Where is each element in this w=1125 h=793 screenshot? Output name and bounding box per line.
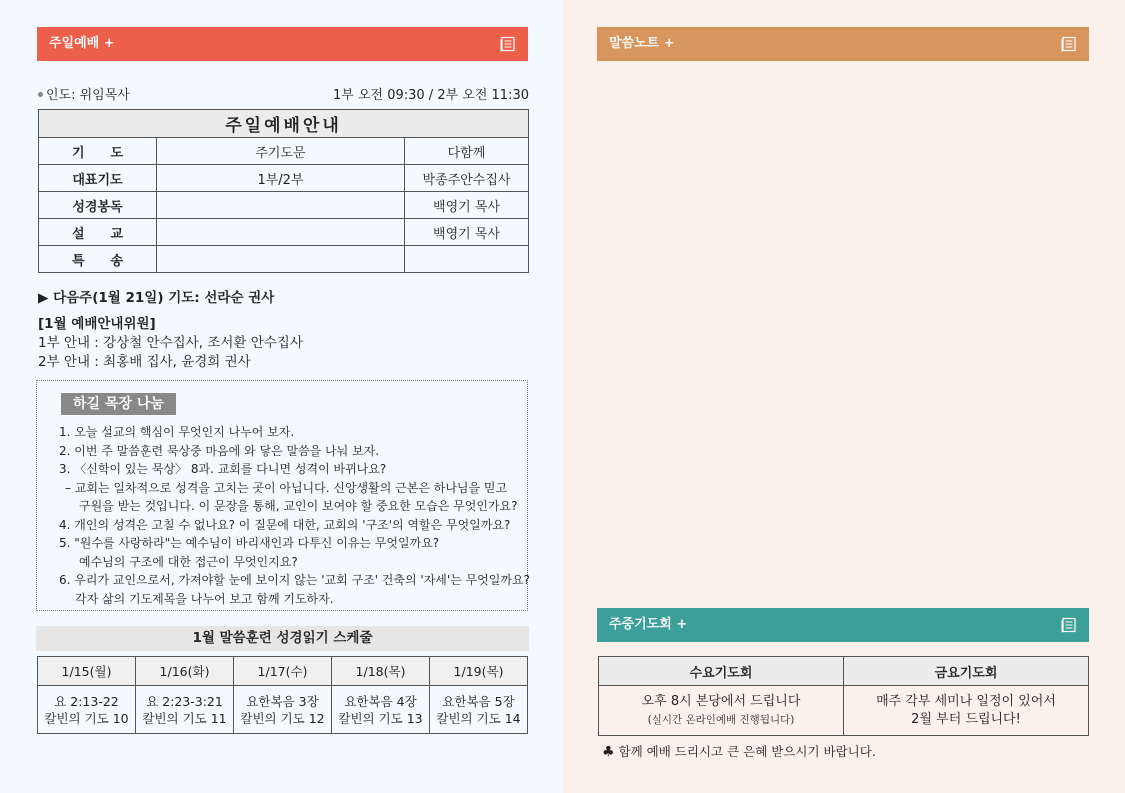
table-row [39, 165, 529, 192]
detail-cell [157, 246, 405, 273]
table-row [39, 246, 529, 273]
list-item: 3. 〈신학이 있는 묵상〉 8과. 교회를 다니면 성격이 바뀌나요? [59, 462, 387, 476]
list-item: 구원을 받는 것입니다. 이 문장을 통해, 교인이 보여야 할 중요한 모습은 무엇인가요? [79, 499, 518, 513]
sermon-note-header[interactable] [597, 27, 1089, 61]
sermon-note-header-label: 말씀노트 + [609, 36, 675, 51]
day-header: 1/19(목) [430, 657, 528, 686]
list-item: 1. 오늘 설교의 핵심이 무엇인지 나누어 보자. [59, 425, 295, 439]
sunday-worship-header-label: 주일예배 + [49, 36, 115, 51]
reading-text: 요한복음 4장 [344, 693, 417, 709]
role-cell: 특 송 [39, 246, 157, 273]
detail-cell [157, 192, 405, 219]
bullet-icon [38, 92, 43, 97]
document-icon [1061, 617, 1077, 633]
person-cell: 박종주안수집사 [405, 165, 529, 192]
wednesday-line2: (실시간 온라인예배 진행됩니다) [647, 713, 795, 726]
document-icon [500, 36, 516, 52]
reading-schedule-table [37, 656, 528, 734]
prayer-text: 칼빈의 기도 13 [338, 710, 423, 726]
table-row [38, 686, 528, 734]
list-item: – 교회는 일차적으로 성격을 고치는 곳이 아닙니다. 신앙생활의 근본은 하나님을 믿고 [65, 480, 508, 495]
day-header: 1/17(수) [234, 657, 332, 686]
reading-cell [38, 686, 136, 734]
sunday-worship-header[interactable] [37, 27, 528, 61]
discussion-title: 하길 목장 나눔 [61, 393, 176, 415]
role-cell: 설 교 [39, 219, 157, 246]
committee-heading: [1월 예배안내위원] [38, 316, 156, 332]
discussion-questions [59, 423, 530, 608]
day-header: 1/16(화) [136, 657, 234, 686]
wednesday-cell [599, 686, 844, 736]
reading-cell [332, 686, 430, 734]
club-icon: ♣ [602, 744, 615, 760]
prayer-text: 칼빈의 기도 14 [436, 710, 521, 726]
schedule-title: 1월 말씀훈련 성경읽기 스케줄 [36, 626, 529, 651]
midweek-prayer-table [598, 656, 1089, 736]
table-row [599, 657, 1089, 686]
table-row [39, 192, 529, 219]
reading-cell [136, 686, 234, 734]
midweek-prayer-header-label: 주중기도회 + [609, 617, 688, 632]
list-item: 4. 개인의 성격은 고칠 수 없나요? 이 질문에 대한, 교회의 '구조'의 역할은 무엇일까요? [59, 517, 511, 532]
service-table-title: 주일예배안내 [39, 110, 529, 138]
friday-line1: 매주 각부 세미나 일정이 있어서 [876, 693, 1056, 709]
prayer-text: 칼빈의 기도 12 [240, 710, 325, 726]
discussion-box [36, 380, 528, 611]
table-row [38, 657, 528, 686]
worship-leader-text: 인도: 위임목사 [46, 88, 130, 103]
worship-leader [38, 84, 130, 103]
detail-cell: 주기도문 [157, 138, 405, 165]
service-table [38, 109, 529, 273]
friday-header: 금요기도회 [844, 657, 1089, 686]
person-cell: 다함께 [405, 138, 529, 165]
next-week-prayer: ▶ 다음주(1월 21일) 기도: 선라순 권사 [38, 290, 275, 306]
day-header: 1/18(목) [332, 657, 430, 686]
list-item: 6. 우리가 교인으로서, 가져야할 눈에 보이지 않는 '교회 구조' 건축의 '자세'는 무엇일까요? [59, 573, 530, 587]
prayer-text: 칼빈의 기도 11 [142, 710, 227, 726]
person-cell [405, 246, 529, 273]
document-icon [1061, 36, 1077, 52]
prayer-text: 칼빈의 기도 10 [44, 710, 129, 726]
reading-text: 요 2:13-22 [54, 693, 119, 709]
table-row [39, 138, 529, 165]
reading-text: 요한복음 3장 [246, 693, 319, 709]
role-cell: 대표기도 [39, 165, 157, 192]
person-cell: 백영기 목사 [405, 219, 529, 246]
role-cell: 성경봉독 [39, 192, 157, 219]
detail-cell [157, 219, 405, 246]
worship-committee [38, 315, 303, 372]
closing-note [602, 742, 876, 760]
day-header: 1/15(월) [38, 657, 136, 686]
list-item: 2. 이번 주 말씀훈련 묵상중 마음에 와 닿은 말씀을 나눠 보자. [59, 443, 380, 458]
worship-times: 1부 오전 09:30 / 2부 오전 11:30 [333, 88, 529, 103]
reading-text: 요한복음 5장 [442, 693, 515, 709]
reading-cell [234, 686, 332, 734]
table-row [39, 219, 529, 246]
wednesday-line1: 오후 8시 본당에서 드립니다 [641, 693, 801, 709]
person-cell: 백영기 목사 [405, 192, 529, 219]
detail-cell: 1부/2부 [157, 165, 405, 192]
table-row [599, 686, 1089, 736]
list-item: 5. "원수를 사랑하라"는 예수님이 바리새인과 다투신 이유는 무엇일까요? [59, 536, 440, 550]
friday-line2: 2월 부터 드립니다! [911, 711, 1021, 727]
role-cell: 기 도 [39, 138, 157, 165]
list-item: 각자 삶의 기도제목을 나누어 보고 함께 기도하자. [75, 591, 334, 606]
list-item: 예수님의 구조에 대한 접근이 무엇인지요? [79, 554, 298, 569]
committee-second-service: 2부 안내 : 최홍배 집사, 윤경희 권사 [38, 354, 251, 370]
committee-first-service: 1부 안내 : 강상철 안수집사, 조서환 안수집사 [38, 335, 303, 351]
reading-text: 요 2:23-3:21 [146, 693, 223, 709]
wednesday-header: 수요기도회 [599, 657, 844, 686]
midweek-prayer-header[interactable] [597, 608, 1089, 642]
closing-text: 함께 예배 드리시고 큰 은혜 받으시기 바랍니다. [618, 744, 876, 759]
friday-cell [844, 686, 1089, 736]
reading-cell [430, 686, 528, 734]
